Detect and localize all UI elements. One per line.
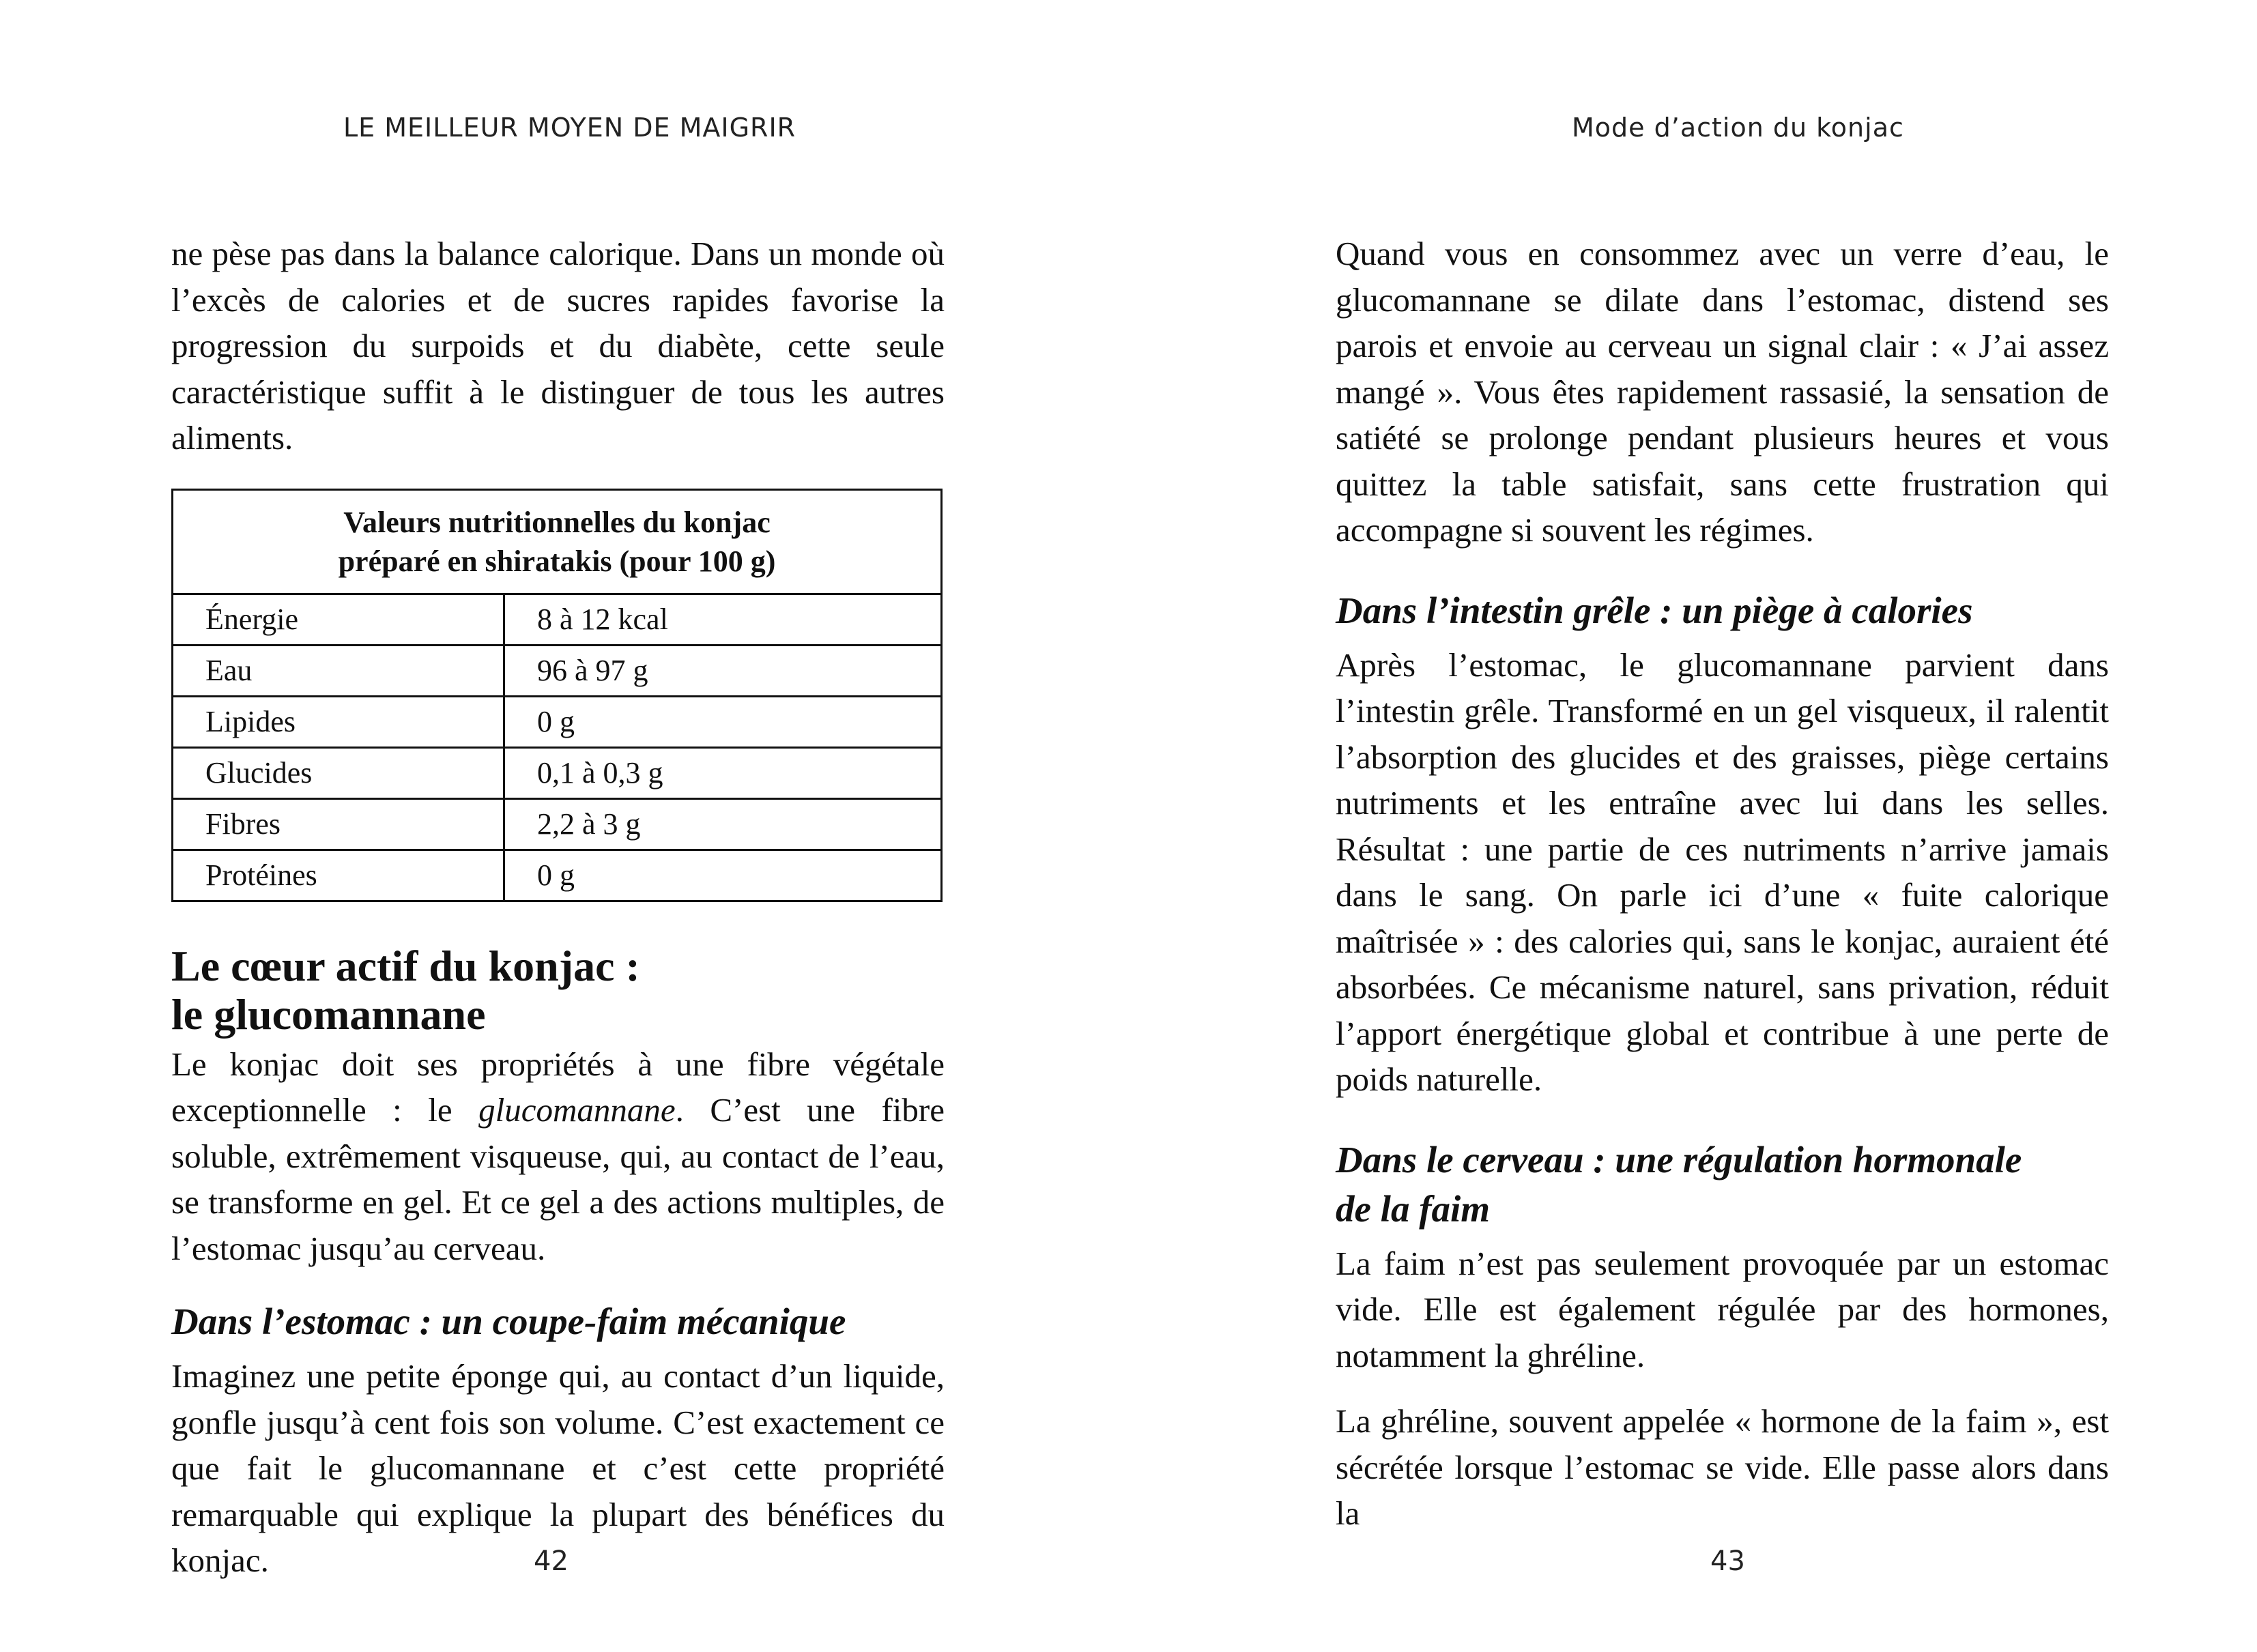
table-row (173, 747, 942, 798)
table-cell-label: Énergie (173, 594, 504, 645)
page-number: 42 (534, 1546, 569, 1577)
table-cell-label: Glucides (173, 747, 504, 798)
table-cell-value: 8 à 12 kcal (504, 594, 942, 645)
table-cell-label: Eau (173, 645, 504, 696)
subheading-intestine: Dans l’intestin grêle : un piège à calories (1336, 589, 1973, 631)
table-title-line1: Valeurs nutritionnelles du konjac (343, 505, 771, 539)
page-number: 43 (1710, 1546, 1745, 1577)
intestine-paragraph: Après l’estomac, le glucomannane parvient dans l’intestin grêle. Transformé en un gel visqueux, il ralentit l’absorption des glucides et des graisses, piège certains nutriments et les entraîne avec lui dans les selles. Résultat : une partie de ces nutriments n’arrive jamais dans le sang. On parle ici d’une « fuite calorique maîtrisée » : des calories qui, sans le konjac, auraient été absorbées. Ce mécanisme naturel, sans privation, réduit l’apport énergétique global et contribue à une perte de poids naturelle. (1336, 646, 2109, 1098)
table-title (173, 489, 942, 594)
subheading-brain (1336, 1135, 2109, 1234)
table-row (173, 696, 942, 747)
subheading-brain-line2: de la faim (1336, 1187, 1491, 1230)
right-text-column (1336, 231, 2109, 1537)
table-cell-value: 2,2 à 3 g (504, 798, 942, 850)
running-head: LE MEILLEUR MOYEN DE MAIGRIR (343, 113, 796, 143)
left-text-column (171, 231, 945, 1584)
table-row (173, 798, 942, 850)
section-heading (171, 942, 945, 1039)
right-page (1128, 0, 2257, 1652)
section-paragraph-end: . C’est une fibre soluble, extrêmement visqueuse, qui, au contact de l’eau, se transforme en gel. Et ce gel a des actions multiples, de l’estomac jusqu’au cerveau. (171, 1091, 945, 1267)
running-head: Mode d’action du konjac (1572, 113, 1904, 143)
table-cell-value: 0 g (504, 850, 942, 901)
nutrition-table (171, 489, 943, 902)
left-page (0, 0, 1128, 1652)
section-paragraph (171, 1041, 945, 1272)
subheading-brain-line1: Dans le cerveau : une régulation hormonale (1336, 1138, 2022, 1180)
section-heading-line1: Le cœur actif du konjac : (171, 941, 640, 990)
table-row (173, 594, 942, 645)
stomach-paragraph: Imaginez une petite éponge qui, au contact d’un liquide, gonfle jusqu’à cent fois son volume. C’est exactement ce que fait le glucomannane et c’est cette propriété remarquable qui explique la plupart des bénéfices du konjac. (171, 1357, 945, 1579)
glucomannane-term: glucomannane (478, 1091, 676, 1129)
subheading-stomach: Dans l’estomac : un coupe-faim mécanique (171, 1301, 846, 1342)
table-cell-value: 0,1 à 0,3 g (504, 747, 942, 798)
section-paragraph-start: Le konjac doit ses propriétés à une fibre végétale exceptionnelle : le (171, 1045, 945, 1129)
table-header-row (173, 489, 942, 594)
section-heading-line2: le glucomannane (171, 989, 486, 1039)
intro-paragraph: Quand vous en consommez avec un verre d’eau, le glucomannane se dilate dans l’estomac, distend ses parois et envoie au cerveau un signal clair : « J’ai assez mangé ». Vous êtes rapidement rassasié, la sensation de satiété se prolonge pendant plusieurs heures et vous quittez la table satisfait, sans cette frustration qui accompagne si souvent les régimes. (1336, 235, 2109, 549)
ghrelin-paragraph: La ghréline, souvent appelée « hormone de la faim », est sécrétée lorsque l’estomac se vide. Elle passe alors dans la (1336, 1402, 2109, 1532)
table-title-line2: préparé en shiratakis (pour 100 g) (338, 544, 776, 578)
table-cell-label: Lipides (173, 696, 504, 747)
table-cell-value: 96 à 97 g (504, 645, 942, 696)
table-cell-label: Protéines (173, 850, 504, 901)
table-cell-value: 0 g (504, 696, 942, 747)
table-cell-label: Fibres (173, 798, 504, 850)
table-row (173, 850, 942, 901)
table-row (173, 645, 942, 696)
hunger-paragraph: La faim n’est pas seulement provoquée par un estomac vide. Elle est également régulée par des hormones, notamment la ghréline. (1336, 1244, 2109, 1374)
intro-paragraph: ne pèse pas dans la balance calorique. Dans un monde où l’excès de calories et de sucres rapides favorise la progression du surpoids et du diabète, cette seule caractéristique suffit à le distinguer de tous les autres aliments. (171, 235, 945, 457)
